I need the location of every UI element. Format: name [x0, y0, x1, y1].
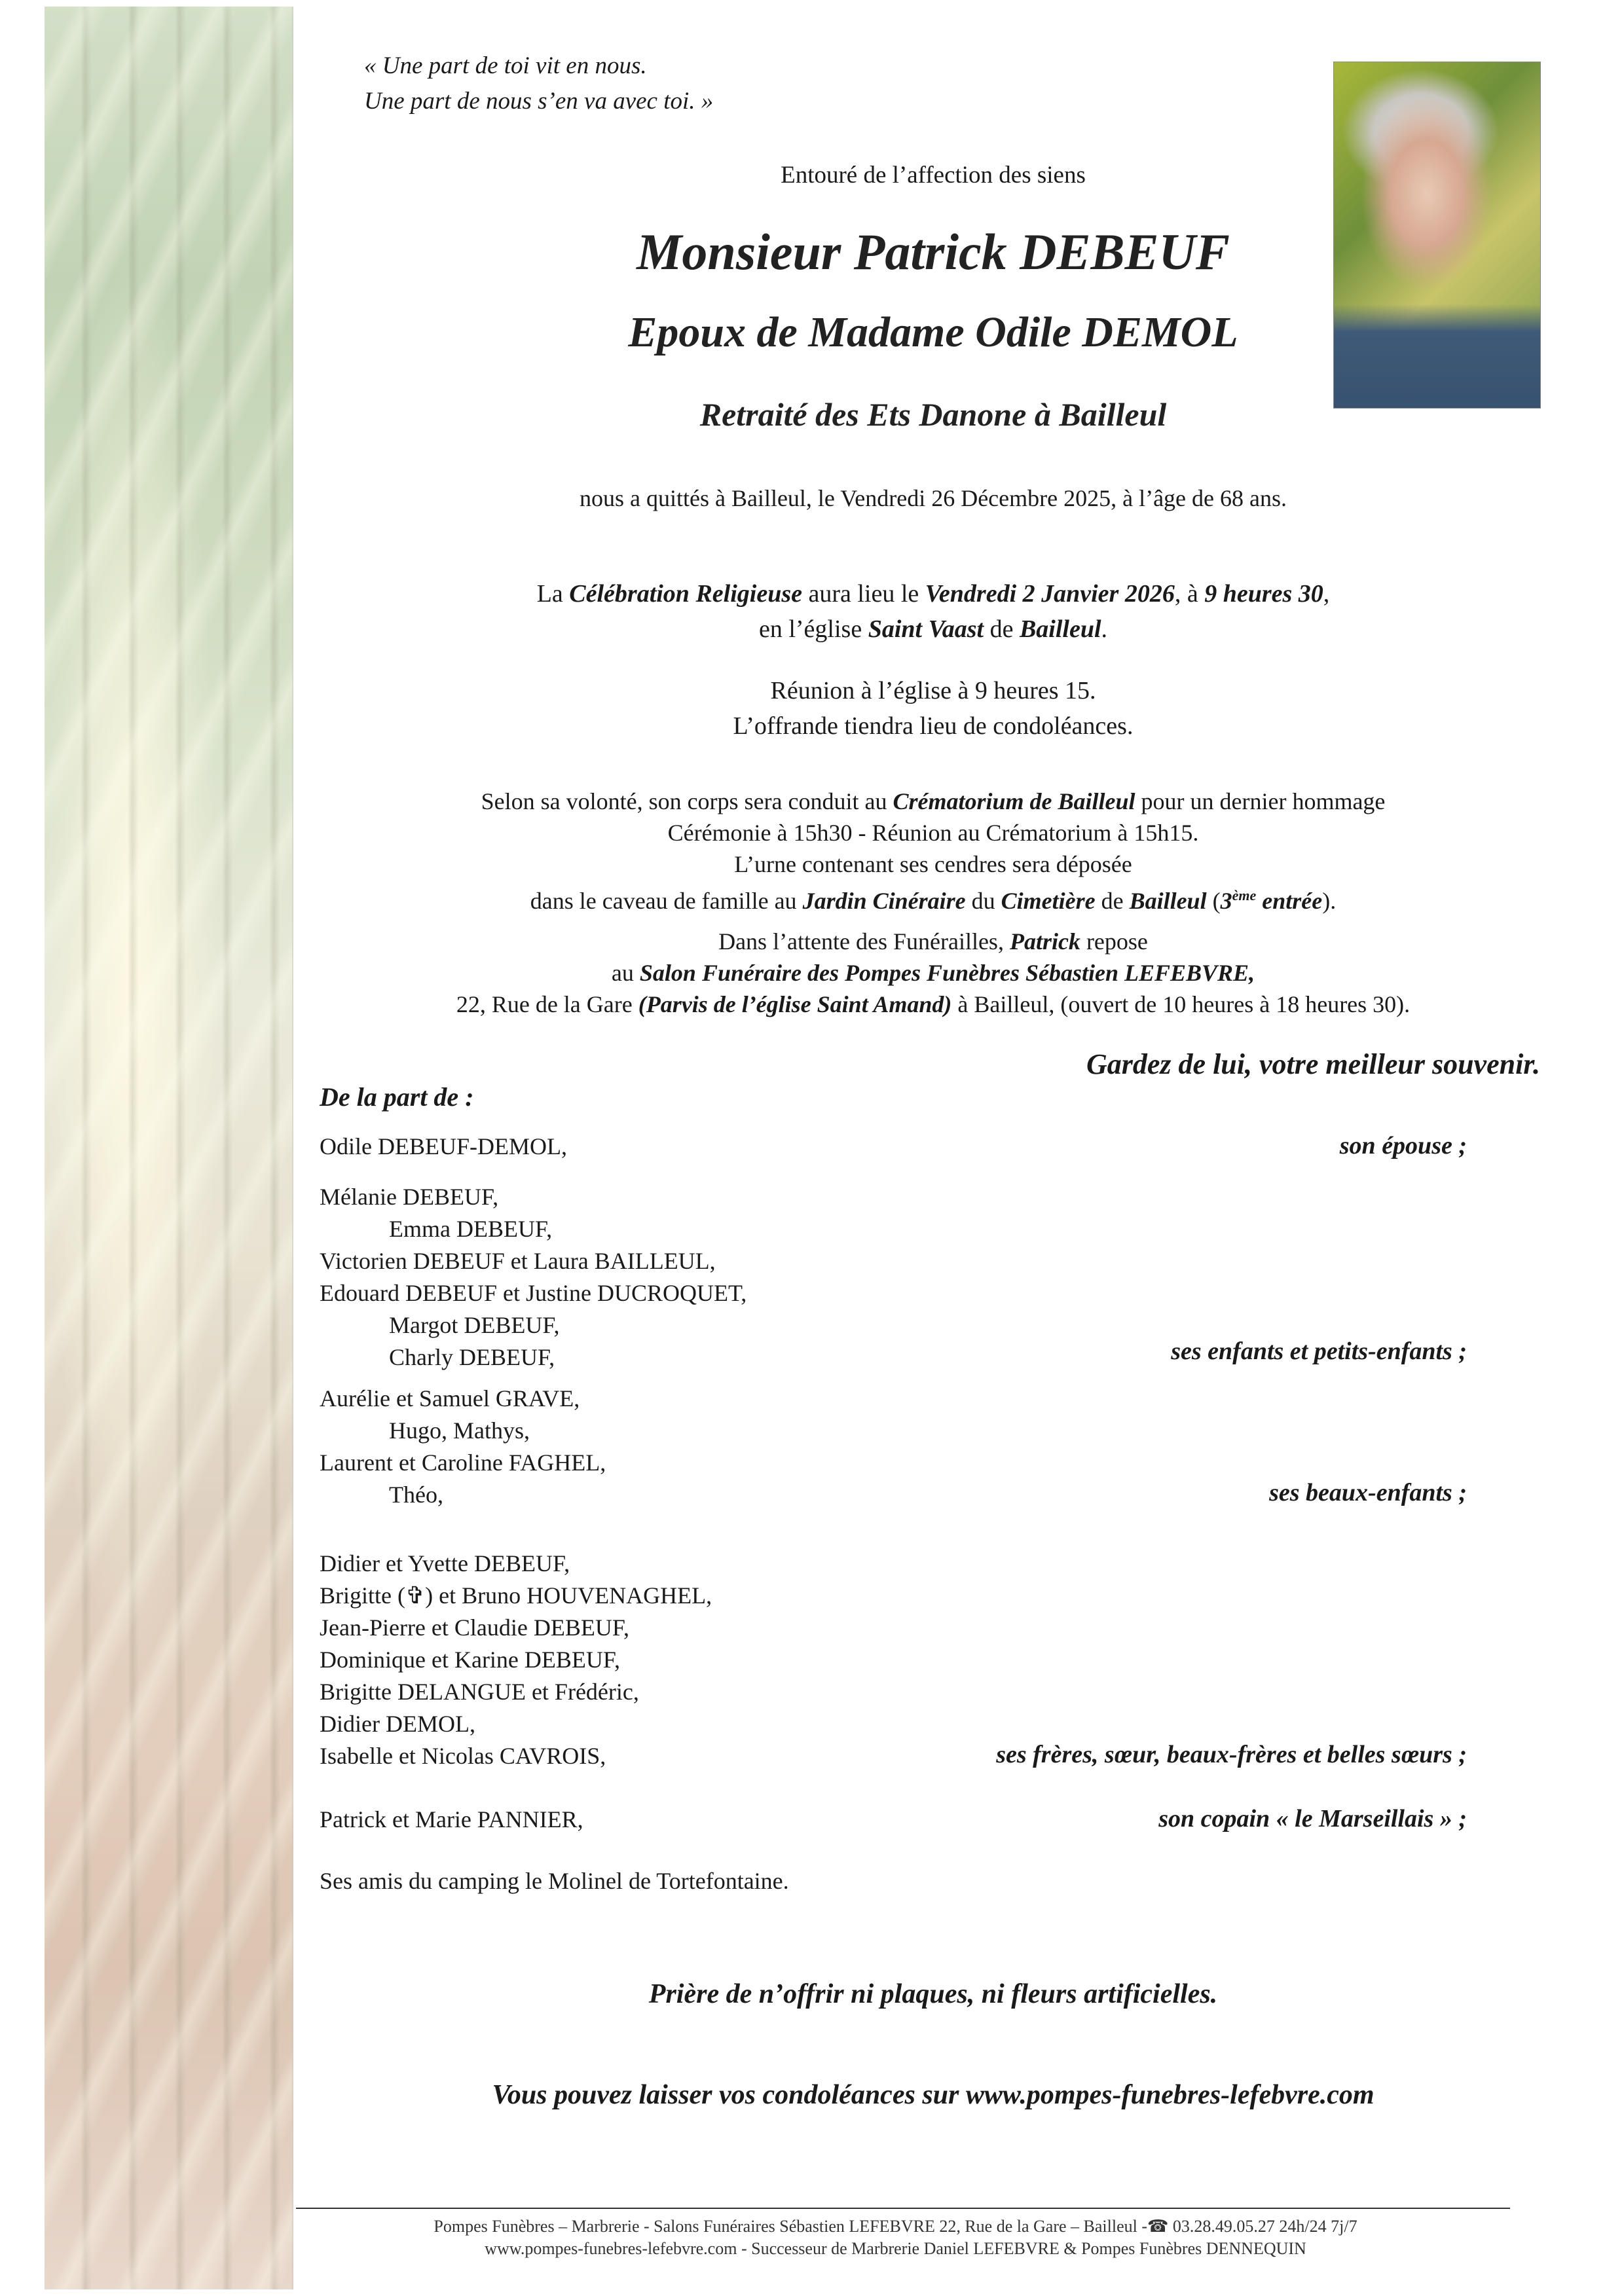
ceremony-line-1 [0, 576, 1624, 611]
quote-line-2: Une part de nous s’en va avec toi. » [364, 88, 714, 115]
list-item: Didier DEMOL, [320, 1711, 475, 1737]
spouse-name: Odile DEBEUF-DEMOL, [320, 1133, 567, 1159]
text-superscript: ème [1232, 887, 1257, 903]
children-role: ses enfants et petits-enfants ; [1171, 1338, 1467, 1365]
cremation-line-3: L’urne contenant ses cendres sera déposée [734, 851, 1132, 877]
list-item: Didier et Yvette DEBEUF, [320, 1550, 570, 1576]
spouse-role: son épouse ; [1339, 1132, 1467, 1159]
offering-note: L’offrande tiendra lieu de condoléances. [733, 712, 1134, 740]
text-span: ( [1206, 888, 1221, 914]
text-span: au [611, 960, 640, 986]
ceremony-block [0, 576, 1624, 744]
list-item: Emma DEBEUF, [389, 1216, 553, 1242]
text-span: . [1101, 615, 1108, 643]
list-item: Hugo, Mathys, [389, 1417, 530, 1444]
keep-memory-line: Gardez de lui, votre meilleur souvenir. [1086, 1048, 1540, 1080]
text-span: , à [1174, 580, 1205, 608]
flowers-request: Prière de n’offrir ni plaques, ni fleurs artificielles. [648, 1979, 1218, 2009]
ceremony-line-2 [0, 611, 1624, 647]
text-span: repose [1080, 928, 1148, 955]
siblings-role: ses frères, sœur, beaux-frères et belles sœurs ; [996, 1741, 1467, 1768]
profession-line: Retraité des Ets Danone à Bailleul [699, 396, 1167, 433]
condolences-note: Vous pouvez laisser vos condoléances sur www.pompes-funebres-lefebvre.com [492, 2080, 1375, 2110]
funeral-home-line-2 [0, 957, 1624, 989]
text-span: Dans l’attente des Funérailles, [718, 928, 1010, 955]
text-span: Célébration Religieuse [569, 580, 802, 608]
quote [364, 48, 713, 119]
list-item: Mélanie DEBEUF, [320, 1184, 499, 1210]
text-span: , [1323, 580, 1330, 608]
text-span: à Bailleul, (ouvert de 10 heures à 18 heures 30). [951, 991, 1411, 1017]
text-span: aura lieu le [802, 580, 925, 608]
friend-role: son copain « le Marseillais » ; [1158, 1805, 1467, 1832]
cremation-line-4 [0, 880, 1624, 917]
friend-name: Patrick et Marie PANNIER, [320, 1806, 583, 1832]
list-item: Edouard DEBEUF et Justine DUCROQUET, [320, 1280, 747, 1306]
deceased-name: Monsieur Patrick DEBEUF [637, 223, 1230, 280]
text-span: de [984, 615, 1020, 643]
text-span: ). [1322, 888, 1337, 914]
step-children-list [320, 1383, 606, 1511]
text-span: 22, Rue de la Gare [456, 991, 638, 1017]
footer [0, 2215, 1624, 2260]
step-children-role: ses beaux-enfants ; [1269, 1479, 1467, 1506]
text-span: dans le caveau de famille au [530, 888, 803, 914]
list-item: Victorien DEBEUF et Laura BAILLEUL, [320, 1248, 716, 1274]
text-span: en l’église [758, 615, 868, 643]
meeting-time: Réunion à l’église à 9 heures 15. [770, 677, 1096, 704]
text-span: Vendredi 2 Janvier 2026 [925, 580, 1175, 608]
text-span: de [1095, 888, 1130, 914]
list-item: Isabelle et Nicolas CAVROIS, [320, 1743, 606, 1769]
text-span: Patrick [1009, 928, 1080, 955]
text-span: Bailleul [1019, 615, 1101, 643]
funeral-home-line-1 [0, 926, 1624, 957]
list-item: Margot DEBEUF, [389, 1312, 560, 1338]
footer-line-1: Pompes Funèbres – Marbrerie - Salons Funéraires Sébastien LEFEBVRE 22, Rue de la Gare – Bailleul -☎ 03.28.49.05.27 24h/24 7j/7 [434, 2217, 1357, 2236]
footer-divider [296, 2208, 1510, 2209]
spouse-line: Epoux de Madame Odile DEMOL [628, 308, 1238, 356]
list-item: Charly DEBEUF, [389, 1344, 555, 1370]
siblings-list [320, 1548, 712, 1772]
text-span: Salon Funéraire des Pompes Funèbres Sébastien LEFEBVRE, [639, 960, 1255, 986]
text-span: Selon sa volonté, son corps sera conduit au [481, 788, 893, 814]
text-span: pour un dernier hommage [1135, 788, 1386, 814]
text-span: Jardin Cinéraire [802, 888, 966, 914]
children-list [320, 1181, 747, 1374]
list-item: Jean-Pierre et Claudie DEBEUF, [320, 1614, 629, 1641]
list-item: Aurélie et Samuel GRAVE, [320, 1385, 580, 1412]
funeral-home-line-3 [0, 989, 1624, 1020]
cremation-block [0, 786, 1624, 1020]
list-item: Brigitte DELANGUE et Frédéric, [320, 1679, 639, 1705]
text-span: Crématorium de Bailleul [893, 788, 1135, 814]
text-span: du [965, 888, 1001, 914]
text-span: Bailleul [1129, 888, 1207, 914]
list-item: Brigitte (✞) et Bruno HOUVENAGHEL, [320, 1582, 712, 1609]
quote-line-1: « Une part de toi vit en nous. [364, 52, 647, 79]
intro-text: Entouré de l’affection des siens [781, 162, 1086, 189]
footer-line-2: www.pompes-funebres-lefebvre.com - Successeur de Marbrerie Daniel LEFEBVRE & Pompes Funèbres DENNEQUIN [485, 2239, 1306, 2258]
text-span: 3 [1220, 888, 1232, 914]
camping-friends: Ses amis du camping le Molinel de Tortefontaine. [320, 1868, 789, 1894]
text-span: Saint Vaast [868, 615, 984, 643]
cremation-line-1 [0, 786, 1624, 817]
text-span: (Parvis de l’église Saint Amand) [638, 991, 952, 1017]
text-span: 9 heures 30 [1204, 580, 1323, 608]
death-notice: nous a quittés à Bailleul, le Vendredi 26 Décembre 2025, à l’âge de 68 ans. [579, 485, 1287, 511]
list-item: Théo, [389, 1482, 443, 1508]
cremation-line-2: Cérémonie à 15h30 - Réunion au Crématorium à 15h15. [667, 820, 1199, 846]
list-item: Dominique et Karine DEBEUF, [320, 1647, 621, 1673]
list-item: Laurent et Caroline FAGHEL, [320, 1449, 606, 1476]
text-span: La [536, 580, 570, 608]
text-span: Cimetière [1001, 888, 1096, 914]
from-label: De la part de : [320, 1082, 474, 1112]
text-span: entrée [1256, 888, 1323, 914]
